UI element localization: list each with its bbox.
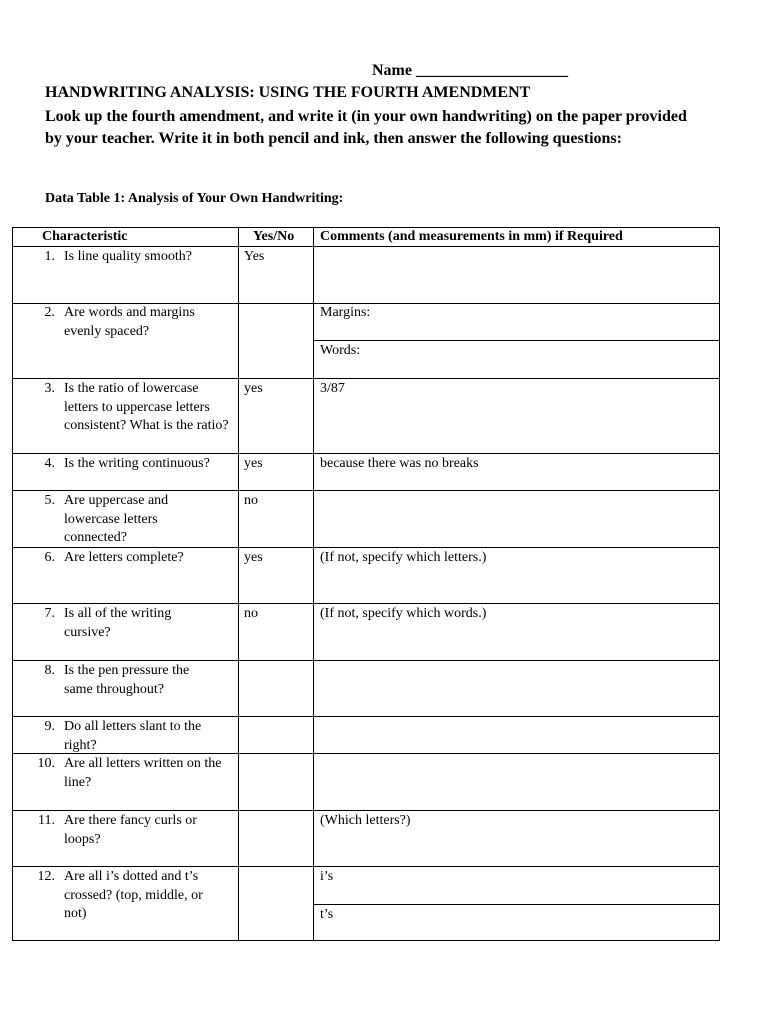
answer-cell[interactable]: yes [244,550,263,565]
row-number: 10. [37,756,55,771]
column-divider [238,228,239,940]
question-text: Is line quality smooth? [64,249,192,264]
answer-cell[interactable]: yes [244,456,263,471]
question-text: Are all letters written on the line? [64,756,222,790]
comment-cell[interactable]: 3/87 [320,381,345,396]
answer-cell[interactable]: yes [244,381,263,396]
sub-row-divider [313,904,719,905]
question-text: Are all i’s dotted and t’s crossed? (top, middle, or not) [64,869,203,921]
comment-words[interactable]: Words: [320,343,361,358]
row-number: 6. [44,550,55,565]
question-text: Is all of the writing cursive? [64,606,172,640]
row-divider [13,716,719,717]
row-number: 1. [44,249,55,264]
comment-cell[interactable]: (If not, specify which letters.) [320,550,487,565]
comment-cell[interactable]: because there was no breaks [320,456,479,471]
comment-i-dots[interactable]: i’s [320,869,334,884]
column-header-characteristic: Characteristic [42,229,128,244]
column-divider [313,228,314,940]
question-text: Are there fancy curls or loops? [64,813,197,847]
row-divider [13,378,719,379]
row-divider [13,490,719,491]
answer-cell[interactable]: Yes [244,249,265,264]
sub-row-divider [313,340,719,341]
row-number: 9. [44,719,55,734]
row-number: 11. [38,813,55,828]
row-divider [13,866,719,867]
row-divider [13,603,719,604]
question-text: Is the writing continuous? [64,456,210,471]
comment-cell[interactable]: (If not, specify which words.) [320,606,487,621]
instructions-paragraph: Look up the fourth amendment, and write it (in your own handwriting) on the paper provided by your teacher. Write it in both pencil and ink, then answer the following questions: [45,108,687,147]
row-divider [13,453,719,454]
table-title: Data Table 1: Analysis of Your Own Handwriting: [45,191,344,206]
row-number: 7. [44,606,55,621]
row-number: 4. [44,456,55,471]
row-divider [13,660,719,661]
answer-cell[interactable]: no [244,493,258,508]
row-number: 3. [44,381,55,396]
question-text: Do all letters slant to the right? [64,719,202,753]
comment-cell[interactable]: (Which letters?) [320,813,411,828]
question-text: Is the pen pressure the same throughout? [64,663,190,697]
name-line: Name ___________________ [372,62,568,79]
row-number: 5. [44,493,55,508]
column-header-comments: Comments (and measurements in mm) if Required [320,229,623,244]
row-number: 2. [44,305,55,320]
analysis-table [12,227,720,941]
question-text: Is the ratio of lowercase letters to uppercase letters consistent? What is the ratio? [64,381,229,433]
page-title: HANDWRITING ANALYSIS: USING THE FOURTH AMENDMENT [45,84,531,101]
question-text: Are uppercase and lowercase letters connected? [64,493,169,545]
header-divider [13,246,719,247]
question-text: Are words and margins evenly spaced? [64,305,195,339]
answer-cell[interactable]: no [244,606,258,621]
question-text: Are letters complete? [64,550,184,565]
comment-t-crosses[interactable]: t’s [320,907,334,922]
comment-margins[interactable]: Margins: [320,305,371,320]
column-header-yes-no: Yes/No [253,229,295,244]
row-number: 12. [37,869,55,884]
row-divider [13,810,719,811]
row-number: 8. [44,663,55,678]
